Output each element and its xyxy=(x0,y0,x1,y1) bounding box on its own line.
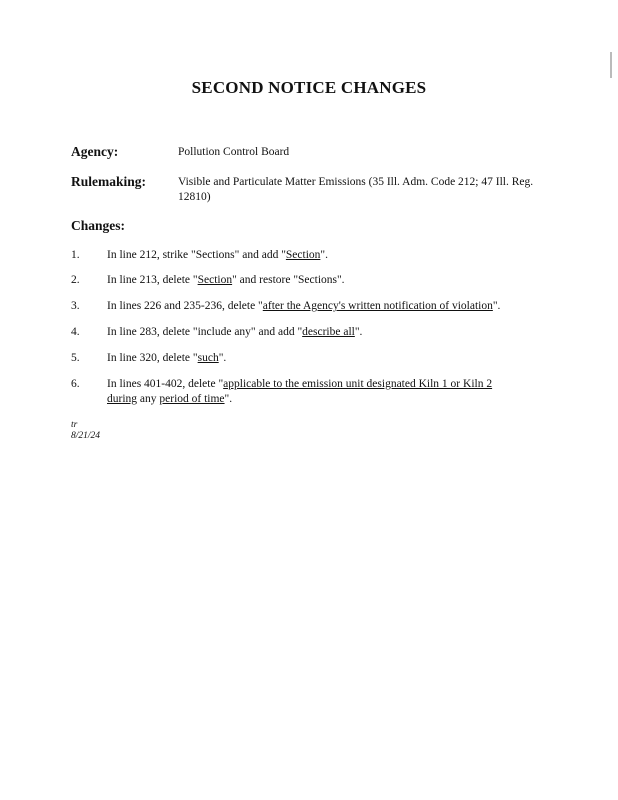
change-text: In line 320, delete " xyxy=(107,352,198,364)
change-text: In line 283, delete "include any" and add " xyxy=(107,326,303,338)
rulemaking-label: Rulemaking: xyxy=(71,174,147,189)
rulemaking-value: Visible and Particulate Matter Emissions (35 Ill. Adm. Code 212; 47 Ill. Reg. 12810) xyxy=(178,176,534,203)
change-text: ". xyxy=(354,326,363,338)
change-number: 2. xyxy=(71,274,80,286)
change-number: 4. xyxy=(71,326,80,338)
change-text: ". xyxy=(492,300,501,312)
scan-edge-mark xyxy=(610,52,612,78)
change-underlined-text: applicable to the emission unit designated Kiln 1 or Kiln 2 during xyxy=(107,378,493,405)
change-number: 5. xyxy=(71,352,80,364)
change-underlined-text: such xyxy=(197,352,219,364)
change-number: 6. xyxy=(71,378,80,390)
changes-heading: Changes: xyxy=(71,218,126,233)
change-underlined-text: describe all xyxy=(302,326,355,338)
change-underlined-text: Section xyxy=(285,249,321,261)
change-item xyxy=(107,299,537,314)
change-text: In lines 226 and 235-236, delete " xyxy=(107,300,263,312)
change-text: any xyxy=(137,393,160,405)
change-text: In lines 401-402, delete " xyxy=(107,378,224,390)
change-underlined-text: after the Agency's written notification of violation xyxy=(262,300,493,312)
change-item xyxy=(107,377,517,407)
agency-value: Pollution Control Board xyxy=(178,146,290,158)
change-text: In line 213, delete " xyxy=(107,274,198,286)
change-text: ". xyxy=(218,352,227,364)
change-number: 3. xyxy=(71,300,80,312)
change-text: " and restore "Sections". xyxy=(232,274,345,286)
change-item xyxy=(107,273,537,288)
change-item xyxy=(107,325,537,340)
agency-label: Agency: xyxy=(71,144,119,159)
page-title: SECOND NOTICE CHANGES xyxy=(191,78,427,97)
change-underlined-text: period of time xyxy=(159,393,225,405)
change-text: In line 212, strike "Sections" and add " xyxy=(107,249,286,261)
change-underlined-text: Section xyxy=(197,274,233,286)
change-item xyxy=(107,248,537,263)
change-text: ". xyxy=(224,393,233,405)
change-item xyxy=(107,351,537,366)
change-number: 1. xyxy=(71,249,80,261)
change-text: ". xyxy=(320,249,328,261)
document-date: 8/21/24 xyxy=(71,431,101,441)
author-initials: tr xyxy=(71,420,78,430)
